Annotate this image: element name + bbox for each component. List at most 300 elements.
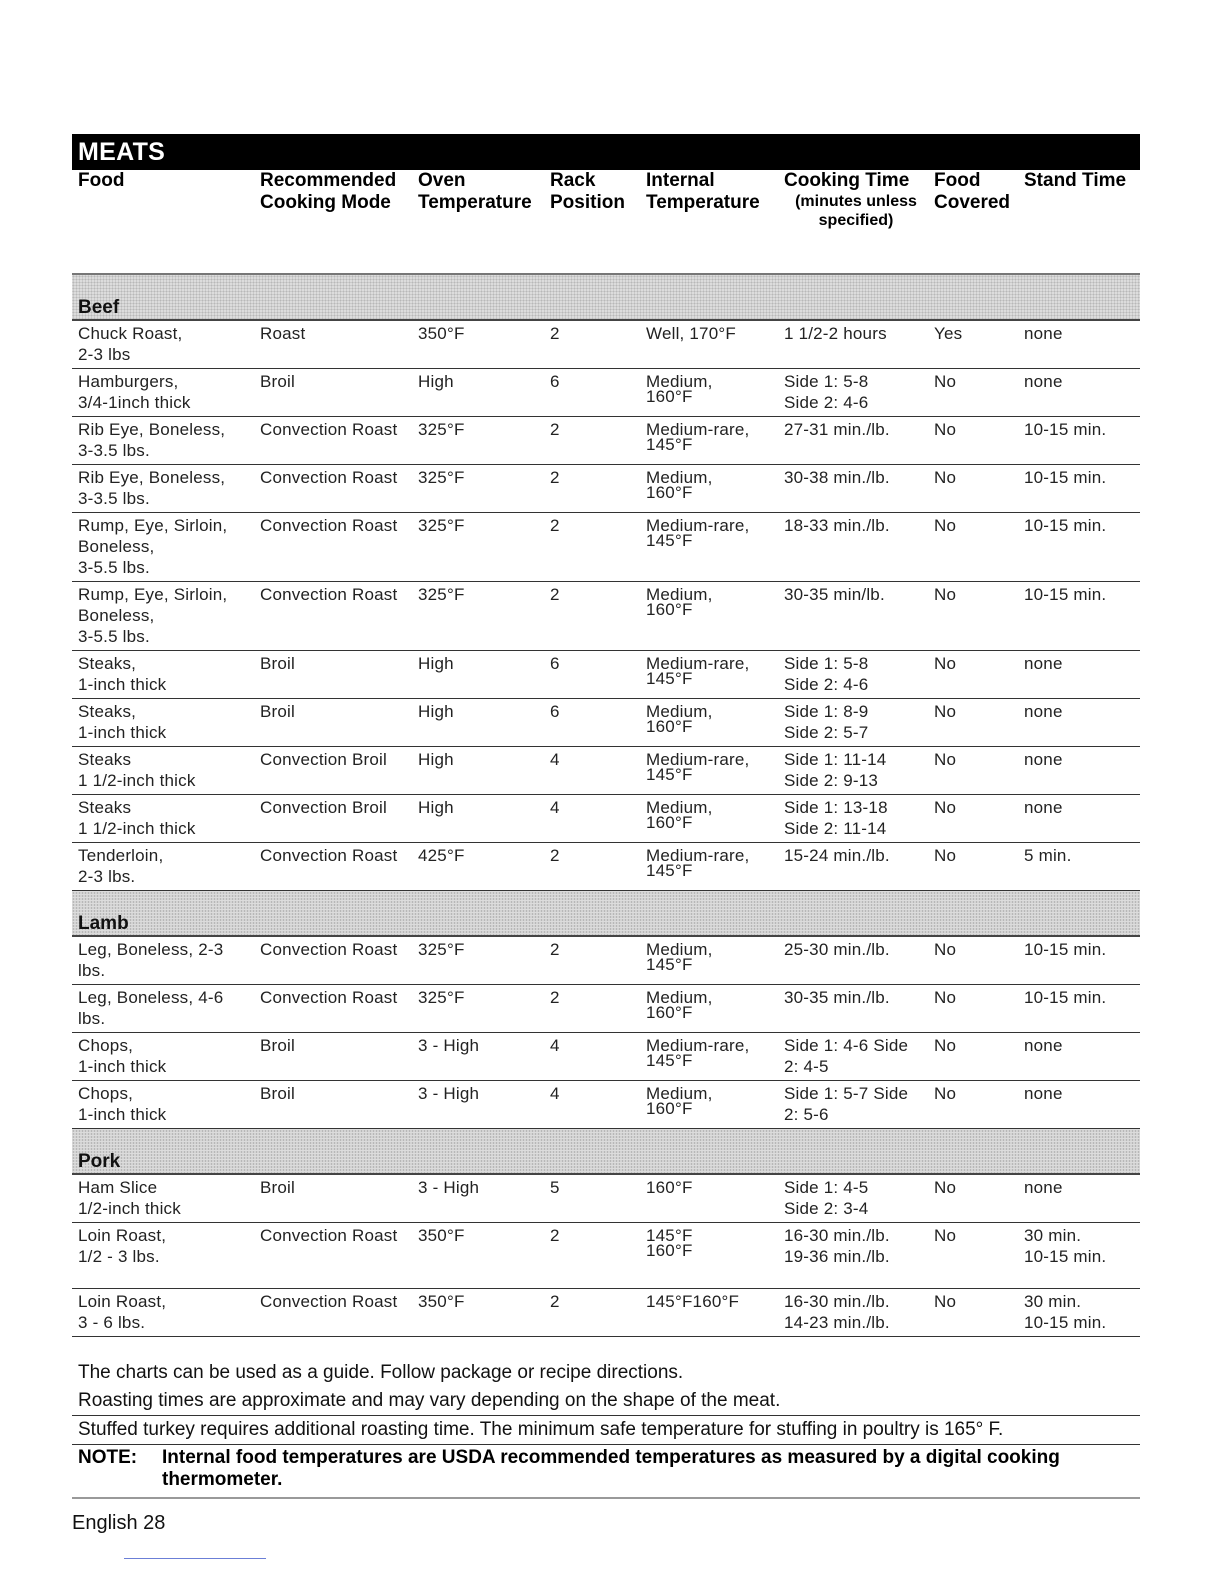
cell-cooking-mode: Broil bbox=[254, 369, 412, 417]
cell-line: Boneless, bbox=[78, 606, 155, 625]
cell-food bbox=[72, 582, 254, 651]
cell-line: lbs. bbox=[78, 961, 106, 980]
cell-line: 145°F bbox=[646, 435, 693, 454]
cell-line: 30 min. bbox=[1024, 1226, 1082, 1245]
cell-line: 1/2 - 3 lbs. bbox=[78, 1247, 160, 1266]
cell-line: 10-15 min. bbox=[1024, 516, 1107, 535]
cell-line: 10-15 min. bbox=[1024, 988, 1107, 1007]
cell-line: 30 min. bbox=[1024, 1292, 1082, 1311]
cell-line: none bbox=[1024, 702, 1063, 721]
cell-line: Side 1: 4-5 bbox=[784, 1178, 869, 1197]
cell-line: 10-15 min. bbox=[1024, 585, 1107, 604]
cell-cooking-mode: Roast bbox=[254, 320, 412, 369]
section-row bbox=[72, 891, 1140, 937]
cell-rack-position: 2 bbox=[544, 1223, 640, 1289]
header-food-covered: Food Covered bbox=[934, 170, 1011, 213]
cell-line: Medium, bbox=[646, 372, 713, 391]
cell-line: 30-35 min./lb. bbox=[784, 988, 890, 1007]
cell-cooking-time bbox=[778, 699, 928, 747]
section-row bbox=[72, 274, 1140, 320]
cell-line: Side 1: 8-9 bbox=[784, 702, 869, 721]
cell-line: 15-24 min./lb. bbox=[784, 846, 890, 865]
cell-line: 1/2-inch thick bbox=[78, 1199, 181, 1218]
cell-line: none bbox=[1024, 1036, 1063, 1055]
cell-oven-temperature: High bbox=[412, 747, 544, 795]
cell-food-covered: No bbox=[928, 513, 1018, 582]
cell-cooking-mode: Broil bbox=[254, 1174, 412, 1223]
cell-line: none bbox=[1024, 1084, 1063, 1103]
cell-line: 16-30 min./lb. bbox=[784, 1292, 890, 1311]
cell-line: 145°F bbox=[646, 955, 693, 974]
cell-internal-temperature bbox=[640, 747, 778, 795]
cell-oven-temperature: 325°F bbox=[412, 465, 544, 513]
cell-rack-position: 2 bbox=[544, 843, 640, 891]
footer-rule bbox=[124, 1558, 266, 1559]
cell-rack-position: 6 bbox=[544, 699, 640, 747]
cell-line: Medium-rare, bbox=[646, 846, 750, 865]
cell-line: Medium, bbox=[646, 798, 713, 817]
cell-line: none bbox=[1024, 1178, 1063, 1197]
cell-food-covered: No bbox=[928, 699, 1018, 747]
cell-line: Chuck Roast, bbox=[78, 324, 183, 343]
cell-line: 1 1/2-inch thick bbox=[78, 819, 196, 838]
cell-line: 1-inch thick bbox=[78, 1057, 167, 1076]
cell-food-covered: No bbox=[928, 795, 1018, 843]
cell-cooking-time bbox=[778, 513, 928, 582]
table-body bbox=[72, 274, 1140, 1337]
cell-oven-temperature: High bbox=[412, 795, 544, 843]
cell-line: Rib Eye, Boneless, bbox=[78, 420, 226, 439]
cell-line: Side 1: 13-18 bbox=[784, 798, 888, 817]
cell-food-covered: No bbox=[928, 936, 1018, 985]
cell-line: 145°F bbox=[646, 669, 693, 688]
cell-line: Steaks, bbox=[78, 654, 137, 673]
cell-cooking-mode: Convection Roast bbox=[254, 1289, 412, 1337]
cell-internal-temperature bbox=[640, 1081, 778, 1129]
cell-line: Medium, bbox=[646, 585, 713, 604]
cell-line: 160°F bbox=[646, 483, 693, 502]
cell-rack-position: 2 bbox=[544, 417, 640, 465]
cell-line: 145°F bbox=[646, 861, 693, 880]
cell-food-covered: No bbox=[928, 747, 1018, 795]
header-stand-time: Stand Time bbox=[1024, 170, 1127, 191]
cell-food bbox=[72, 795, 254, 843]
table-row bbox=[72, 1289, 1140, 1337]
cell-line: 145°F bbox=[646, 765, 693, 784]
cell-line: 1-inch thick bbox=[78, 675, 167, 694]
cell-line: Side 2: 3-4 bbox=[784, 1199, 869, 1218]
cell-line: Steaks bbox=[78, 798, 132, 817]
table-row bbox=[72, 1081, 1140, 1129]
cell-internal-temperature bbox=[640, 651, 778, 699]
cell-cooking-mode: Convection Broil bbox=[254, 795, 412, 843]
cell-internal-temperature bbox=[640, 369, 778, 417]
cell-rack-position: 2 bbox=[544, 985, 640, 1033]
cell-cooking-time bbox=[778, 1033, 928, 1081]
cell-line: Side 2: 11-14 bbox=[784, 819, 887, 838]
table-row bbox=[72, 465, 1140, 513]
cell-line: none bbox=[1024, 324, 1063, 343]
cell-cooking-time bbox=[778, 1289, 928, 1337]
cell-line: Loin Roast, bbox=[78, 1292, 167, 1311]
cell-rack-position: 2 bbox=[544, 320, 640, 369]
cell-line: 160°F bbox=[646, 813, 693, 832]
cell-line: 19-36 min./lb. bbox=[784, 1247, 890, 1266]
table-row bbox=[72, 699, 1140, 747]
cell-line: Side 2: 4-6 bbox=[784, 675, 869, 694]
cell-line: Medium-rare, bbox=[646, 750, 750, 769]
cell-cooking-time bbox=[778, 843, 928, 891]
cell-stand-time bbox=[1018, 795, 1140, 843]
cell-oven-temperature: 3 - High bbox=[412, 1174, 544, 1223]
cell-line: Medium, bbox=[646, 1084, 713, 1103]
cell-line: Chops, bbox=[78, 1084, 134, 1103]
cell-line: Medium-rare, bbox=[646, 654, 750, 673]
cell-stand-time bbox=[1018, 320, 1140, 369]
cell-line: Side 1: 5-8 bbox=[784, 654, 869, 673]
cell-line: 3-5.5 lbs. bbox=[78, 558, 150, 577]
cell-rack-position: 2 bbox=[544, 936, 640, 985]
cell-rack-position: 5 bbox=[544, 1174, 640, 1223]
cell-line: 145°F160°F bbox=[646, 1292, 740, 1311]
cell-oven-temperature: 350°F bbox=[412, 320, 544, 369]
cell-line: 25-30 min./lb. bbox=[784, 940, 890, 959]
cell-cooking-time bbox=[778, 747, 928, 795]
section-row bbox=[72, 1129, 1140, 1175]
cell-oven-temperature: 3 - High bbox=[412, 1033, 544, 1081]
section-title: Pork bbox=[72, 1129, 1140, 1175]
table-row bbox=[72, 582, 1140, 651]
cell-oven-temperature: 325°F bbox=[412, 985, 544, 1033]
cell-line: 160°F bbox=[646, 1178, 693, 1197]
cell-line: Steaks, bbox=[78, 702, 137, 721]
cell-line: Medium, bbox=[646, 940, 713, 959]
cell-line: none bbox=[1024, 654, 1063, 673]
cell-food-covered: No bbox=[928, 1081, 1018, 1129]
cell-cooking-time bbox=[778, 582, 928, 651]
cell-stand-time bbox=[1018, 747, 1140, 795]
cell-oven-temperature: High bbox=[412, 369, 544, 417]
header-oven-temperature: Oven Temperature bbox=[418, 170, 532, 213]
section-title: Lamb bbox=[72, 891, 1140, 937]
cell-rack-position: 2 bbox=[544, 513, 640, 582]
cell-line: Loin Roast, bbox=[78, 1226, 167, 1245]
cell-food-covered: No bbox=[928, 1174, 1018, 1223]
cell-line: 27-31 min./lb. bbox=[784, 420, 890, 439]
cell-internal-temperature bbox=[640, 843, 778, 891]
cell-cooking-time bbox=[778, 651, 928, 699]
cell-food-covered: No bbox=[928, 651, 1018, 699]
cell-line: 18-33 min./lb. bbox=[784, 516, 890, 535]
header-cooking-mode: Recommended Cooking Mode bbox=[260, 170, 397, 213]
cell-line: 1 1/2-2 hours bbox=[784, 324, 887, 343]
cell-food bbox=[72, 936, 254, 985]
note-stuffed-turkey: Stuffed turkey requires additional roasting time. The minimum safe temperature for stuffing in poultry is 165° F. bbox=[72, 1416, 1140, 1445]
cell-food bbox=[72, 320, 254, 369]
cell-food bbox=[72, 369, 254, 417]
cell-cooking-time bbox=[778, 369, 928, 417]
cell-line: 1-inch thick bbox=[78, 723, 167, 742]
cell-food-covered: Yes bbox=[928, 320, 1018, 369]
table-row bbox=[72, 651, 1140, 699]
cell-internal-temperature bbox=[640, 936, 778, 985]
cell-cooking-mode: Convection Broil bbox=[254, 747, 412, 795]
note-roasting-times: Roasting times are approximate and may vary depending on the shape of the meat. bbox=[72, 1387, 1140, 1416]
cell-oven-temperature: 350°F bbox=[412, 1289, 544, 1337]
cell-food bbox=[72, 513, 254, 582]
meats-chart bbox=[72, 134, 1140, 1499]
cell-cooking-mode: Convection Roast bbox=[254, 1223, 412, 1289]
cell-line: 3-5.5 lbs. bbox=[78, 627, 150, 646]
table-row bbox=[72, 843, 1140, 891]
cell-oven-temperature: 350°F bbox=[412, 1223, 544, 1289]
cell-line: 16-30 min./lb. bbox=[784, 1226, 890, 1245]
cell-cooking-mode: Broil bbox=[254, 651, 412, 699]
cell-cooking-mode: Convection Roast bbox=[254, 936, 412, 985]
cell-line: 1-inch thick bbox=[78, 1105, 167, 1124]
cell-line: 2: 4-5 bbox=[784, 1057, 829, 1076]
cell-cooking-time bbox=[778, 465, 928, 513]
cell-internal-temperature bbox=[640, 417, 778, 465]
cell-internal-temperature bbox=[640, 320, 778, 369]
cell-stand-time bbox=[1018, 582, 1140, 651]
note-usda bbox=[72, 1445, 1140, 1499]
cell-line: Side 1: 4-6 Side bbox=[784, 1036, 909, 1055]
table-row bbox=[72, 1174, 1140, 1223]
cell-line: Medium, bbox=[646, 468, 713, 487]
section-title: Beef bbox=[72, 274, 1140, 320]
cell-food bbox=[72, 1289, 254, 1337]
cell-line: 160°F bbox=[646, 717, 693, 736]
cell-cooking-mode: Convection Roast bbox=[254, 985, 412, 1033]
cell-line: Boneless, bbox=[78, 537, 155, 556]
cell-line: 3-3.5 lbs. bbox=[78, 489, 150, 508]
cell-line: 2-3 lbs bbox=[78, 345, 131, 364]
cell-line: 2-3 lbs. bbox=[78, 867, 136, 886]
cell-cooking-time bbox=[778, 795, 928, 843]
cell-line: Side 2: 4-6 bbox=[784, 393, 869, 412]
notes bbox=[72, 1359, 1140, 1499]
cell-food-covered: No bbox=[928, 843, 1018, 891]
cell-line: lbs. bbox=[78, 1009, 106, 1028]
cell-line: 3/4-1inch thick bbox=[78, 393, 191, 412]
cell-line: Medium-rare, bbox=[646, 516, 750, 535]
cell-cooking-mode: Convection Roast bbox=[254, 513, 412, 582]
cell-stand-time bbox=[1018, 1033, 1140, 1081]
cell-stand-time bbox=[1018, 1289, 1140, 1337]
cell-oven-temperature: High bbox=[412, 699, 544, 747]
cell-line: 1 1/2-inch thick bbox=[78, 771, 196, 790]
cell-oven-temperature: 325°F bbox=[412, 936, 544, 985]
cell-internal-temperature bbox=[640, 1289, 778, 1337]
cell-rack-position: 6 bbox=[544, 651, 640, 699]
cell-rack-position: 4 bbox=[544, 1033, 640, 1081]
cell-internal-temperature bbox=[640, 1223, 778, 1289]
cell-line: 160°F bbox=[646, 1003, 693, 1022]
cell-line: Side 1: 5-7 Side bbox=[784, 1084, 909, 1103]
cell-oven-temperature: 325°F bbox=[412, 582, 544, 651]
cell-line: Steaks bbox=[78, 750, 132, 769]
cell-internal-temperature bbox=[640, 465, 778, 513]
cell-stand-time bbox=[1018, 1081, 1140, 1129]
header-food: Food bbox=[78, 170, 125, 191]
cell-line: Leg, Boneless, 2-3 bbox=[78, 940, 224, 959]
cell-food bbox=[72, 1174, 254, 1223]
cell-line: 10-15 min. bbox=[1024, 420, 1107, 439]
cell-line: 145°F bbox=[646, 1226, 693, 1245]
cell-line: Medium, bbox=[646, 702, 713, 721]
cell-line: Medium-rare, bbox=[646, 1036, 750, 1055]
table-row bbox=[72, 795, 1140, 843]
table-row bbox=[72, 747, 1140, 795]
cell-cooking-mode: Convection Roast bbox=[254, 465, 412, 513]
cell-cooking-mode: Convection Roast bbox=[254, 843, 412, 891]
cell-cooking-mode: Convection Roast bbox=[254, 582, 412, 651]
cell-line: Rib Eye, Boneless, bbox=[78, 468, 226, 487]
cell-cooking-mode: Broil bbox=[254, 699, 412, 747]
cell-stand-time bbox=[1018, 843, 1140, 891]
cell-line: 30-35 min/lb. bbox=[784, 585, 885, 604]
page-footer: English 28 bbox=[72, 1512, 166, 1534]
cell-line: Side 2: 9-13 bbox=[784, 771, 879, 790]
cell-food bbox=[72, 417, 254, 465]
note-label: NOTE: bbox=[78, 1447, 138, 1468]
table-row bbox=[72, 936, 1140, 985]
cell-cooking-time bbox=[778, 417, 928, 465]
cell-cooking-time bbox=[778, 1223, 928, 1289]
cell-line: Side 2: 5-7 bbox=[784, 723, 869, 742]
cell-line: 2: 5-6 bbox=[784, 1105, 829, 1124]
table-row bbox=[72, 417, 1140, 465]
cell-cooking-time bbox=[778, 985, 928, 1033]
cell-line: 3-3.5 lbs. bbox=[78, 441, 150, 460]
cell-food bbox=[72, 1081, 254, 1129]
header-cooking-time: Cooking Time (minutes unless specified) bbox=[784, 170, 917, 229]
cell-line: 160°F bbox=[646, 600, 693, 619]
table-row bbox=[72, 1033, 1140, 1081]
cell-line: Side 1: 11-14 bbox=[784, 750, 887, 769]
cell-food-covered: No bbox=[928, 369, 1018, 417]
cell-line: Chops, bbox=[78, 1036, 134, 1055]
cell-line: Rump, Eye, Sirloin, bbox=[78, 585, 228, 604]
cell-rack-position: 2 bbox=[544, 465, 640, 513]
cell-line: 160°F bbox=[646, 387, 693, 406]
cell-rack-position: 6 bbox=[544, 369, 640, 417]
cell-line: Hamburgers, bbox=[78, 372, 179, 391]
cell-stand-time bbox=[1018, 369, 1140, 417]
cell-line: 10-15 min. bbox=[1024, 1313, 1107, 1332]
cell-internal-temperature bbox=[640, 985, 778, 1033]
cell-line: 30-38 min./lb. bbox=[784, 468, 890, 487]
chart-title: MEATS bbox=[72, 134, 1140, 170]
cell-oven-temperature: 325°F bbox=[412, 513, 544, 582]
cell-stand-time bbox=[1018, 1223, 1140, 1289]
cell-line: 3 - 6 lbs. bbox=[78, 1313, 146, 1332]
cell-line: 160°F bbox=[646, 1241, 693, 1260]
cell-cooking-time bbox=[778, 1174, 928, 1223]
header-rack-position: Rack Position bbox=[550, 170, 625, 213]
cell-food bbox=[72, 1223, 254, 1289]
cell-food-covered: No bbox=[928, 1223, 1018, 1289]
cell-line: Medium, bbox=[646, 988, 713, 1007]
table-row bbox=[72, 985, 1140, 1033]
cell-food bbox=[72, 1033, 254, 1081]
cell-internal-temperature bbox=[640, 582, 778, 651]
cell-food bbox=[72, 699, 254, 747]
cell-rack-position: 4 bbox=[544, 747, 640, 795]
cell-line: none bbox=[1024, 750, 1063, 769]
cell-cooking-time bbox=[778, 320, 928, 369]
cell-internal-temperature bbox=[640, 513, 778, 582]
cell-line: 10-15 min. bbox=[1024, 940, 1107, 959]
cell-line: 145°F bbox=[646, 1051, 693, 1070]
table-row bbox=[72, 1223, 1140, 1289]
cell-rack-position: 2 bbox=[544, 582, 640, 651]
cell-rack-position: 4 bbox=[544, 1081, 640, 1129]
cell-line: none bbox=[1024, 798, 1063, 817]
header-row bbox=[72, 170, 1140, 274]
cell-line: 160°F bbox=[646, 1099, 693, 1118]
cell-internal-temperature bbox=[640, 1174, 778, 1223]
cell-food bbox=[72, 465, 254, 513]
cell-food bbox=[72, 985, 254, 1033]
note-guide: The charts can be used as a guide. Follow package or recipe directions. bbox=[78, 1362, 684, 1383]
header-internal-temperature: Internal Temperature bbox=[646, 170, 760, 213]
cell-food-covered: No bbox=[928, 465, 1018, 513]
table-row bbox=[72, 513, 1140, 582]
cell-cooking-mode: Broil bbox=[254, 1081, 412, 1129]
cell-internal-temperature bbox=[640, 795, 778, 843]
cell-stand-time bbox=[1018, 465, 1140, 513]
cell-oven-temperature: 425°F bbox=[412, 843, 544, 891]
meats-table bbox=[72, 170, 1140, 1337]
cell-stand-time bbox=[1018, 699, 1140, 747]
cell-food bbox=[72, 747, 254, 795]
cell-food-covered: No bbox=[928, 582, 1018, 651]
cell-internal-temperature bbox=[640, 699, 778, 747]
cell-oven-temperature: 325°F bbox=[412, 417, 544, 465]
cell-line: Tenderloin, bbox=[78, 846, 164, 865]
table-row bbox=[72, 369, 1140, 417]
cell-line: 14-23 min./lb. bbox=[784, 1313, 890, 1332]
cell-food-covered: No bbox=[928, 985, 1018, 1033]
cell-cooking-mode: Broil bbox=[254, 1033, 412, 1081]
cell-stand-time bbox=[1018, 1174, 1140, 1223]
cell-stand-time bbox=[1018, 417, 1140, 465]
cell-food-covered: No bbox=[928, 1033, 1018, 1081]
cell-line: 10-15 min. bbox=[1024, 468, 1107, 487]
cell-cooking-time bbox=[778, 936, 928, 985]
cell-cooking-mode: Convection Roast bbox=[254, 417, 412, 465]
cell-food-covered: No bbox=[928, 417, 1018, 465]
cell-food-covered: No bbox=[928, 1289, 1018, 1337]
cell-oven-temperature: 3 - High bbox=[412, 1081, 544, 1129]
cell-line: none bbox=[1024, 372, 1063, 391]
cell-internal-temperature bbox=[640, 1033, 778, 1081]
cell-line: Ham Slice bbox=[78, 1178, 158, 1197]
note-text: Internal food temperatures are USDA recommended temperatures as measured by a digital cooking thermometer. bbox=[162, 1447, 1060, 1490]
cell-oven-temperature: High bbox=[412, 651, 544, 699]
cell-cooking-time bbox=[778, 1081, 928, 1129]
cell-rack-position: 2 bbox=[544, 1289, 640, 1337]
cell-line: 145°F bbox=[646, 531, 693, 550]
cell-line: Side 1: 5-8 bbox=[784, 372, 869, 391]
cell-food bbox=[72, 651, 254, 699]
cell-stand-time bbox=[1018, 985, 1140, 1033]
cell-line: 10-15 min. bbox=[1024, 1247, 1107, 1266]
cell-line: Medium-rare, bbox=[646, 420, 750, 439]
table-row bbox=[72, 320, 1140, 369]
